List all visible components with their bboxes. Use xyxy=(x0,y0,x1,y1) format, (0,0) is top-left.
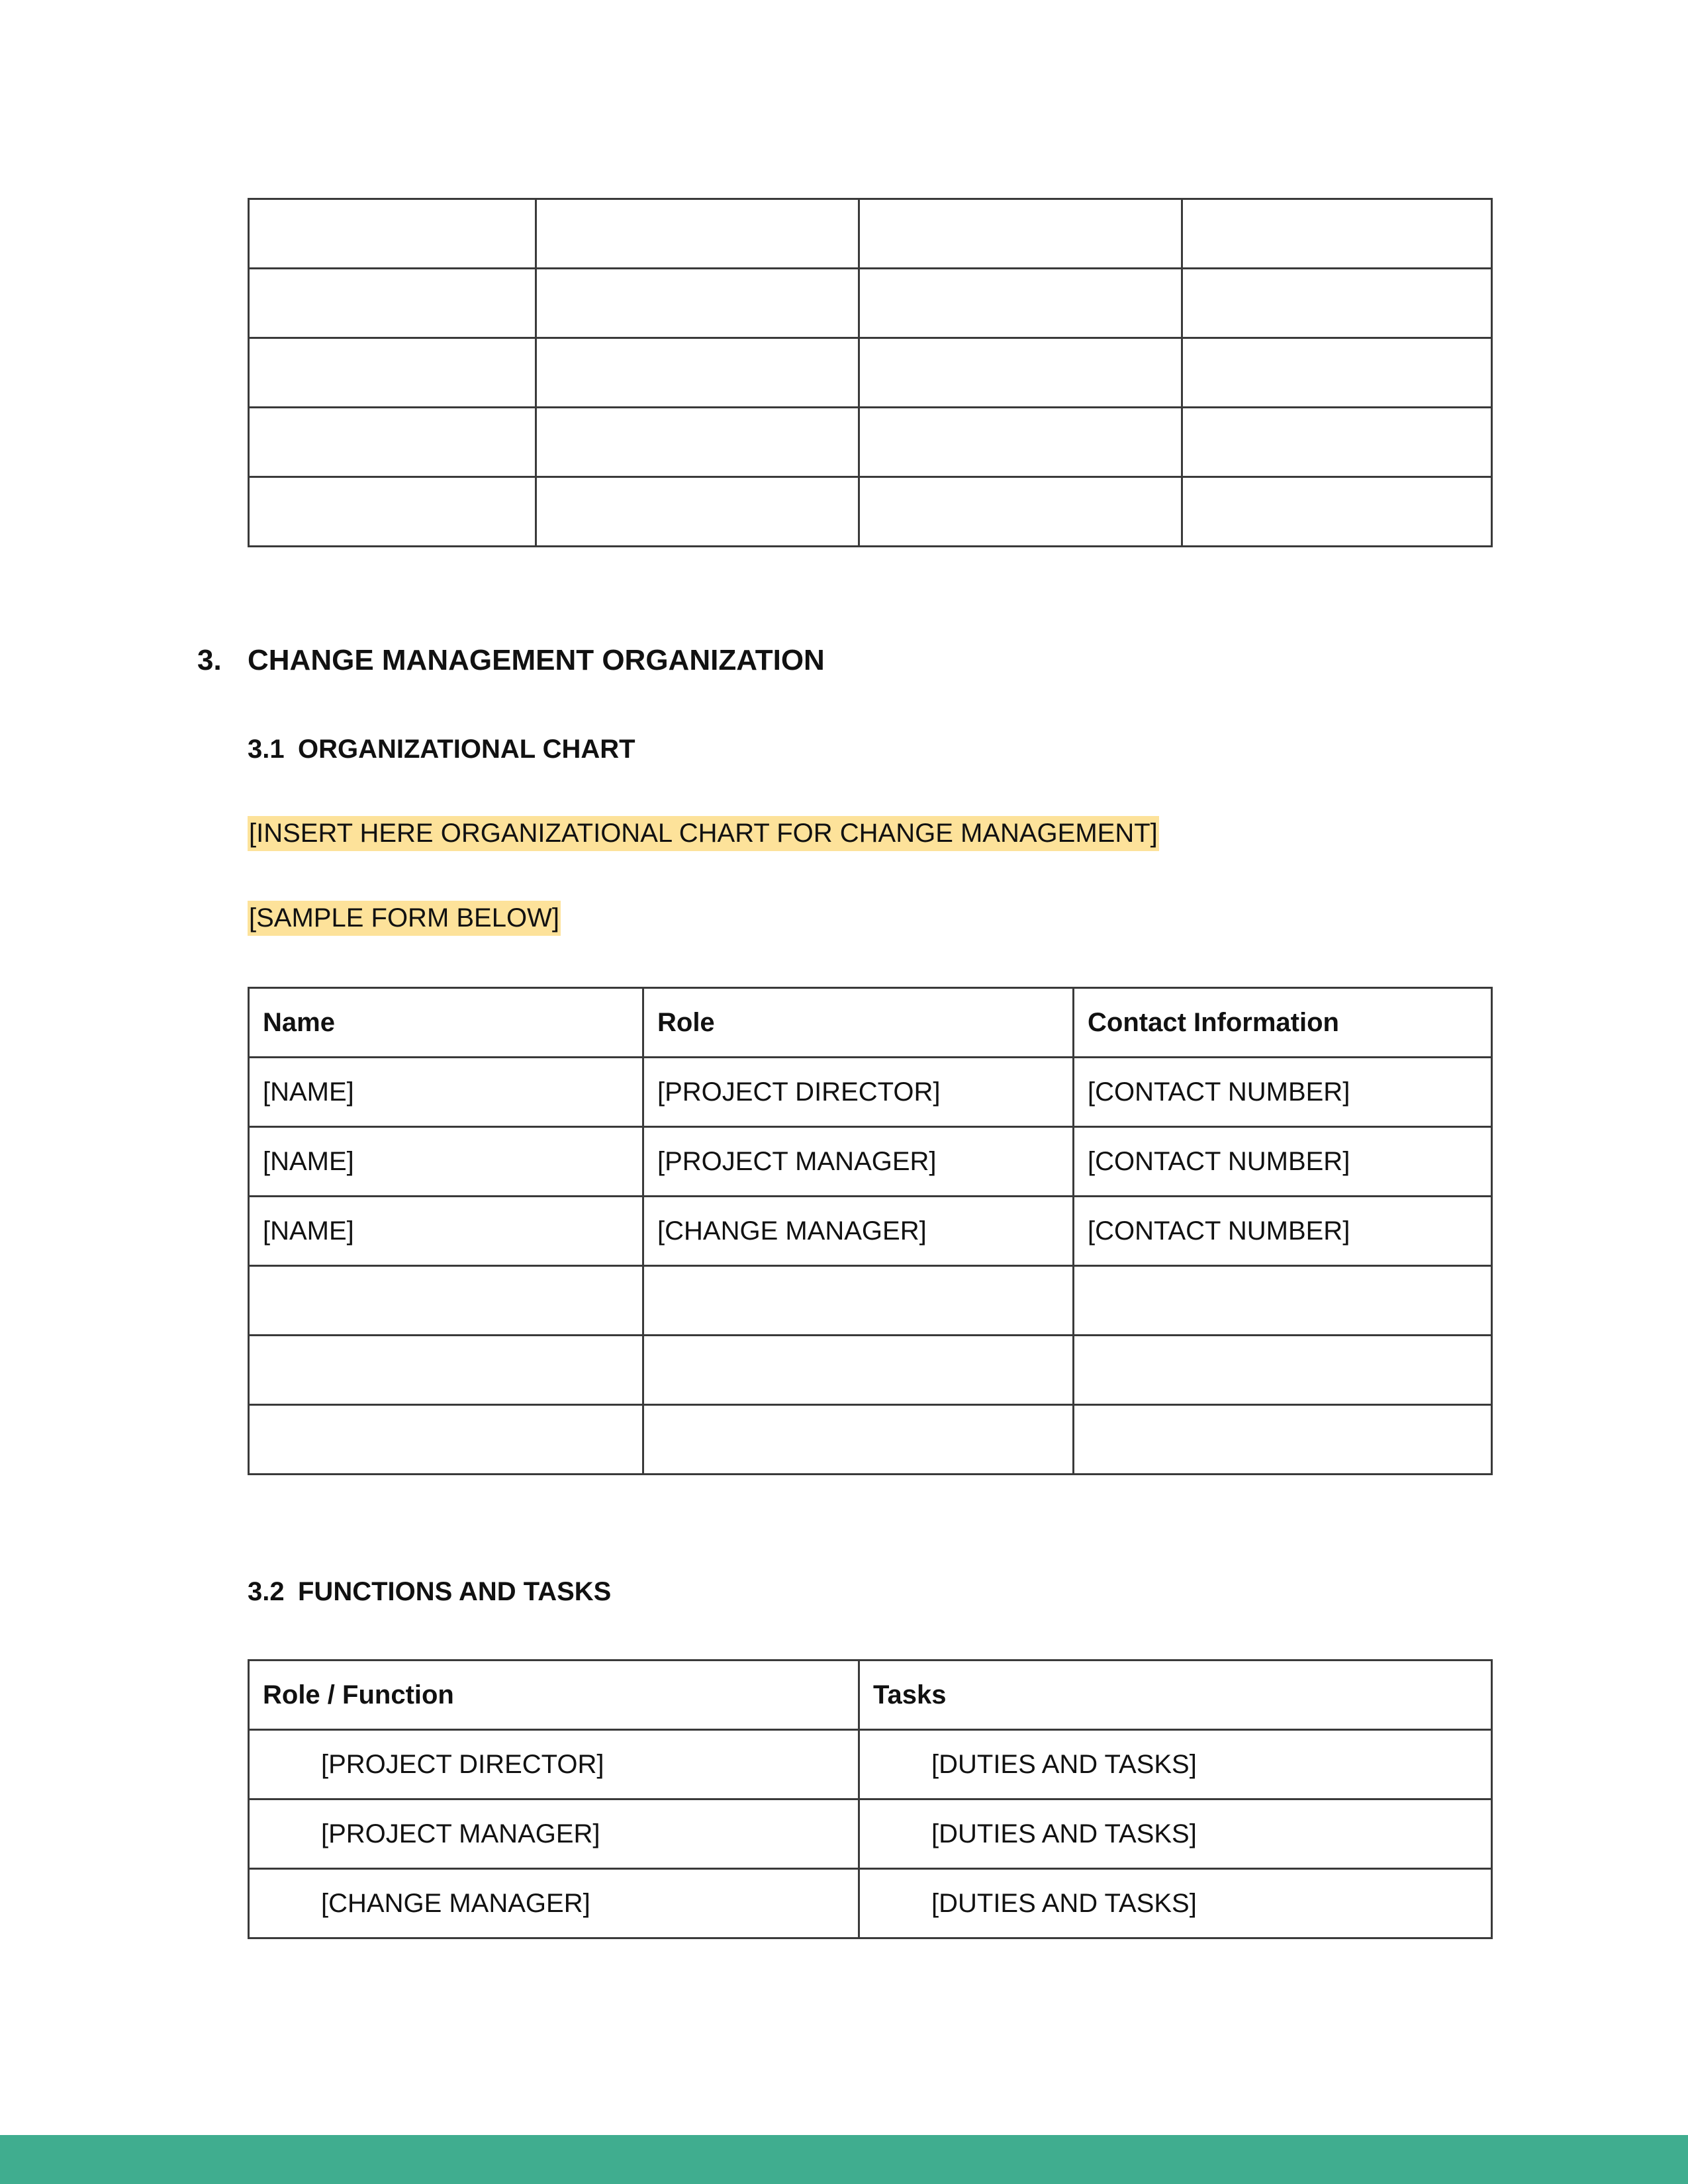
tasks-cell[interactable]: [DUTIES AND TASKS] xyxy=(859,1869,1492,1938)
column-header-tasks: Tasks xyxy=(859,1661,1492,1730)
table-cell[interactable] xyxy=(249,408,536,477)
table-row xyxy=(249,1197,1492,1266)
table-cell[interactable] xyxy=(249,199,536,269)
table-row xyxy=(249,1058,1492,1127)
table-cell[interactable] xyxy=(536,408,859,477)
table-cell[interactable] xyxy=(1182,477,1492,547)
sample-form-note: [SAMPLE FORM BELOW] xyxy=(248,901,561,936)
table-cell[interactable] xyxy=(859,338,1182,408)
table-cell[interactable] xyxy=(1182,199,1492,269)
tasks-cell[interactable]: [DUTIES AND TASKS] xyxy=(859,1730,1492,1799)
org-chart-table xyxy=(248,987,1493,1475)
empty-table xyxy=(248,198,1493,547)
footer-bar xyxy=(0,2135,1688,2184)
contact-cell[interactable]: [CONTACT NUMBER] xyxy=(1074,1127,1492,1197)
table-cell[interactable] xyxy=(536,199,859,269)
table-cell[interactable] xyxy=(859,408,1182,477)
table-cell[interactable] xyxy=(536,477,859,547)
contact-cell[interactable]: [CONTACT NUMBER] xyxy=(1074,1058,1492,1127)
table-row xyxy=(249,1266,1492,1336)
table-row xyxy=(249,199,1492,269)
org-chart-heading xyxy=(248,735,635,764)
table-row xyxy=(249,477,1492,547)
contact-cell[interactable]: [CONTACT NUMBER] xyxy=(1074,1197,1492,1266)
section-title: CHANGE MANAGEMENT ORGANIZATION xyxy=(248,644,825,676)
contact-cell[interactable] xyxy=(1074,1405,1492,1475)
table-row xyxy=(249,1799,1492,1869)
table-row xyxy=(249,1127,1492,1197)
table-row xyxy=(249,1336,1492,1405)
contact-cell[interactable] xyxy=(1074,1266,1492,1336)
table-header-row xyxy=(249,1661,1492,1730)
role-cell[interactable] xyxy=(643,1405,1074,1475)
name-cell[interactable]: [NAME] xyxy=(249,1058,643,1127)
role-cell[interactable] xyxy=(643,1266,1074,1336)
table-cell[interactable] xyxy=(536,269,859,338)
table-cell[interactable] xyxy=(249,269,536,338)
role-function-cell[interactable]: [PROJECT MANAGER] xyxy=(249,1799,859,1869)
functions-heading xyxy=(248,1577,611,1607)
table-row xyxy=(249,1405,1492,1475)
role-cell[interactable]: [PROJECT DIRECTOR] xyxy=(643,1058,1074,1127)
role-function-cell[interactable]: [CHANGE MANAGER] xyxy=(249,1869,859,1938)
subsection-title: FUNCTIONS AND TASKS xyxy=(298,1577,612,1606)
role-cell[interactable]: [PROJECT MANAGER] xyxy=(643,1127,1074,1197)
column-header-contact: Contact Information xyxy=(1074,988,1492,1058)
table-cell[interactable] xyxy=(249,477,536,547)
table-cell[interactable] xyxy=(859,477,1182,547)
subsection-number: 3.2 xyxy=(248,1577,285,1606)
tasks-cell[interactable]: [DUTIES AND TASKS] xyxy=(859,1799,1492,1869)
subsection-number: 3.1 xyxy=(248,735,285,764)
name-cell[interactable] xyxy=(249,1405,643,1475)
table-cell[interactable] xyxy=(536,338,859,408)
column-header-role-function: Role / Function xyxy=(249,1661,859,1730)
role-function-cell[interactable]: [PROJECT DIRECTOR] xyxy=(249,1730,859,1799)
table-row xyxy=(249,1869,1492,1938)
subsection-title: ORGANIZATIONAL CHART xyxy=(298,735,635,764)
section-number: 3. xyxy=(197,644,222,676)
role-cell[interactable] xyxy=(643,1336,1074,1405)
name-cell[interactable] xyxy=(249,1266,643,1336)
role-cell[interactable]: [CHANGE MANAGER] xyxy=(643,1197,1074,1266)
table-cell[interactable] xyxy=(1182,408,1492,477)
table-cell[interactable] xyxy=(249,338,536,408)
name-cell[interactable]: [NAME] xyxy=(249,1127,643,1197)
table-cell[interactable] xyxy=(859,269,1182,338)
functions-table xyxy=(248,1659,1493,1939)
name-cell[interactable]: [NAME] xyxy=(249,1197,643,1266)
table-cell[interactable] xyxy=(1182,338,1492,408)
table-cell[interactable] xyxy=(859,199,1182,269)
table-row xyxy=(249,338,1492,408)
contact-cell[interactable] xyxy=(1074,1336,1492,1405)
name-cell[interactable] xyxy=(249,1336,643,1405)
table-row xyxy=(249,269,1492,338)
table-cell[interactable] xyxy=(1182,269,1492,338)
table-header-row xyxy=(249,988,1492,1058)
table-row xyxy=(249,1730,1492,1799)
column-header-name: Name xyxy=(249,988,643,1058)
table-row xyxy=(249,408,1492,477)
column-header-role: Role xyxy=(643,988,1074,1058)
insert-org-chart-note: [INSERT HERE ORGANIZATIONAL CHART FOR CHANGE MANAGEMENT] xyxy=(248,816,1159,851)
section-heading xyxy=(197,644,825,677)
